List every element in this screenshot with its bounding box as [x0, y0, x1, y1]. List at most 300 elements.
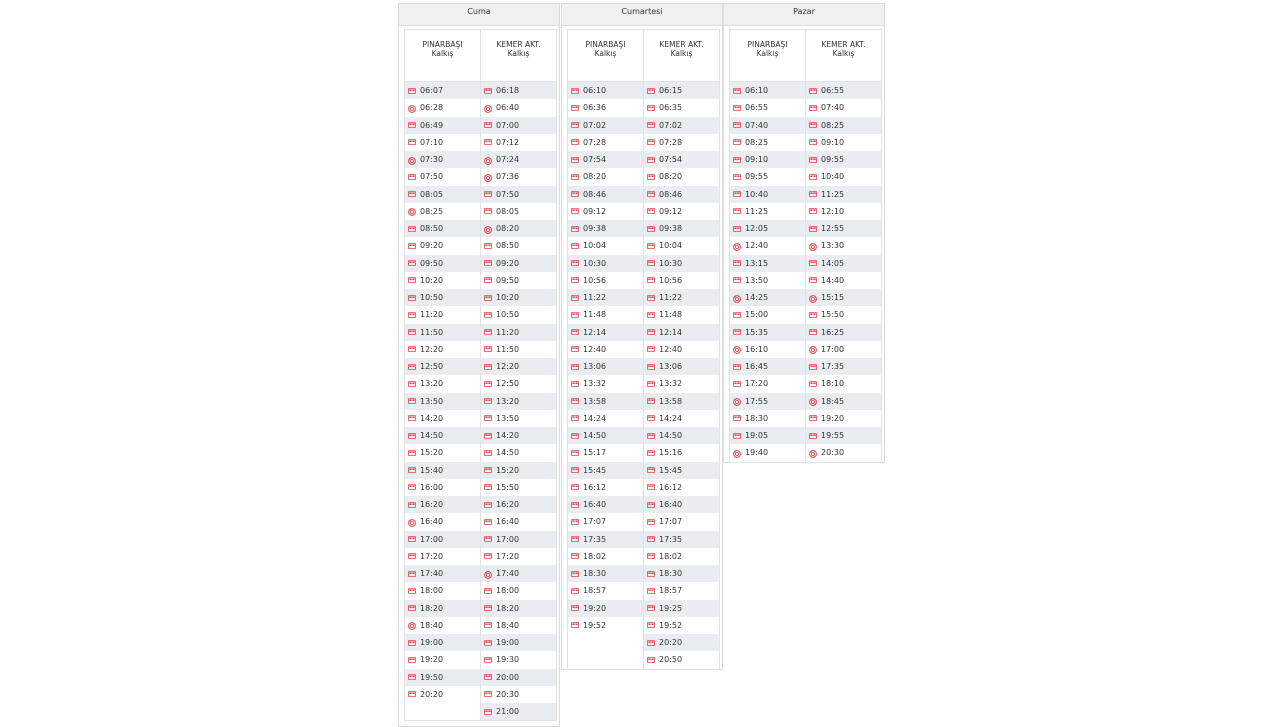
column-kemer: [643, 30, 719, 669]
bus-icon: [647, 553, 655, 559]
time-row: [405, 186, 480, 203]
bus-icon: [571, 484, 579, 490]
time-row: [806, 393, 881, 410]
ring-icon: [733, 243, 741, 249]
bus-icon: [484, 640, 492, 646]
departure-time: 12:10: [821, 206, 845, 216]
bus-icon: [484, 519, 492, 525]
departure-time: 06:10: [745, 86, 769, 96]
time-row: [644, 427, 719, 444]
time-row: [405, 134, 480, 151]
bus-icon: [733, 260, 741, 266]
bus-icon: [484, 191, 492, 197]
bus-icon: [809, 260, 817, 266]
departure-time: 19:25: [659, 603, 683, 613]
departure-time: 10:30: [583, 258, 607, 268]
time-row: [481, 462, 556, 479]
time-row: [806, 255, 881, 272]
departure-time: 15:16: [659, 448, 683, 458]
day-title: Cuma: [399, 4, 559, 26]
time-row: [730, 151, 805, 168]
bus-icon: [484, 484, 492, 490]
time-row: [405, 444, 480, 461]
time-row: [644, 324, 719, 341]
departure-time: 19:20: [420, 655, 444, 665]
departure-time: 15:20: [420, 448, 444, 458]
time-row: [568, 617, 643, 634]
departure-time: 17:40: [496, 569, 520, 579]
time-row: [730, 358, 805, 375]
departure-time: 15:40: [420, 465, 444, 475]
departure-time: 16:12: [583, 482, 607, 492]
time-row: [405, 531, 480, 548]
time-row: [806, 151, 881, 168]
departure-time: 16:00: [420, 482, 444, 492]
bus-icon: [484, 674, 492, 680]
time-row: [405, 168, 480, 185]
departure-time: 13:30: [821, 241, 845, 251]
time-row: [568, 220, 643, 237]
bus-icon: [809, 329, 817, 335]
time-row: [405, 289, 480, 306]
departure-time: 20:20: [420, 689, 444, 699]
departure-time: 10:40: [821, 172, 845, 182]
bus-icon: [809, 208, 817, 214]
departure-time: 18:45: [821, 396, 845, 406]
time-row: [568, 358, 643, 375]
departure-time: 12:40: [659, 344, 683, 354]
departure-label: Kalkış: [670, 49, 693, 58]
bus-icon: [408, 640, 416, 646]
schedule-table: [404, 29, 557, 721]
time-row: [481, 99, 556, 116]
time-row: [730, 341, 805, 358]
bus-icon: [484, 295, 492, 301]
departure-time: 19:50: [420, 672, 444, 682]
bus-icon: [647, 588, 655, 594]
bus-icon: [571, 88, 579, 94]
bus-icon: [484, 277, 492, 283]
ring-icon: [484, 174, 492, 180]
column-header: [806, 30, 881, 82]
column-pinarbasi: [730, 30, 805, 462]
departure-time: 14:20: [496, 431, 520, 441]
bus-icon: [647, 640, 655, 646]
departure-time: 16:40: [583, 500, 607, 510]
time-row: [644, 168, 719, 185]
time-row: [481, 582, 556, 599]
time-row: [405, 565, 480, 582]
departure-time: 13:50: [496, 413, 520, 423]
time-row: [806, 237, 881, 254]
time-row: [568, 151, 643, 168]
time-row: [806, 341, 881, 358]
stop-name: PINARBAŞI: [422, 40, 463, 49]
time-row: [568, 117, 643, 134]
bus-icon: [571, 174, 579, 180]
schedule-table: [567, 29, 720, 670]
bus-icon: [408, 122, 416, 128]
time-row: [644, 151, 719, 168]
departure-time: 11:22: [583, 293, 607, 303]
time-row: [644, 375, 719, 392]
time-row: [481, 496, 556, 513]
time-row: [644, 186, 719, 203]
bus-icon: [733, 433, 741, 439]
departure-time: 08:20: [583, 172, 607, 182]
time-list: [644, 82, 719, 669]
time-row: [405, 237, 480, 254]
bus-icon: [733, 312, 741, 318]
departure-time: 15:50: [496, 482, 520, 492]
bus-icon: [809, 277, 817, 283]
bus-icon: [733, 191, 741, 197]
departure-time: 18:40: [420, 620, 444, 630]
stop-name: KEMER AKT.: [496, 40, 541, 49]
bus-icon: [733, 329, 741, 335]
departure-label: Kalkış: [832, 49, 855, 58]
departure-time: 07:40: [745, 120, 769, 130]
departure-time: 10:56: [583, 275, 607, 285]
departure-time: 17:35: [659, 534, 683, 544]
departure-time: 19:40: [745, 448, 769, 458]
departure-time: 15:00: [745, 310, 769, 320]
bus-icon: [484, 346, 492, 352]
bus-icon: [809, 122, 817, 128]
time-row: [405, 341, 480, 358]
bus-icon: [809, 226, 817, 232]
time-row: [568, 341, 643, 358]
time-row: [481, 82, 556, 99]
bus-icon: [484, 502, 492, 508]
departure-time: 07:02: [583, 120, 607, 130]
time-row: [481, 134, 556, 151]
time-row: [730, 82, 805, 99]
departure-time: 07:36: [496, 172, 520, 182]
bus-icon: [647, 329, 655, 335]
departure-time: 09:12: [659, 206, 683, 216]
time-row: [405, 306, 480, 323]
time-list: [568, 82, 643, 634]
bus-icon: [733, 122, 741, 128]
time-row: [481, 186, 556, 203]
time-row: [644, 341, 719, 358]
bus-icon: [647, 105, 655, 111]
time-row: [481, 651, 556, 668]
time-row: [644, 117, 719, 134]
bus-icon: [647, 208, 655, 214]
departure-time: 10:20: [496, 293, 520, 303]
bus-icon: [484, 588, 492, 594]
time-row: [481, 565, 556, 582]
bus-icon: [733, 381, 741, 387]
departure-time: 10:04: [583, 241, 607, 251]
bus-icon: [647, 226, 655, 232]
departure-time: 12:20: [420, 344, 444, 354]
bus-icon: [408, 329, 416, 335]
bus-icon: [571, 588, 579, 594]
column-kemer: [805, 30, 881, 462]
time-row: [644, 513, 719, 530]
departure-time: 13:06: [659, 362, 683, 372]
departure-time: 18:57: [659, 586, 683, 596]
departure-time: 17:00: [496, 534, 520, 544]
time-row: [644, 617, 719, 634]
bus-icon: [484, 398, 492, 404]
departure-time: 08:25: [420, 206, 444, 216]
departure-time: 17:00: [420, 534, 444, 544]
bus-icon: [484, 450, 492, 456]
bus-icon: [408, 450, 416, 456]
bus-icon: [408, 553, 416, 559]
bus-icon: [571, 139, 579, 145]
time-list: [730, 82, 805, 462]
bus-icon: [647, 484, 655, 490]
time-row: [481, 703, 556, 720]
time-row: [568, 82, 643, 99]
time-row: [405, 99, 480, 116]
time-row: [806, 99, 881, 116]
bus-icon: [484, 139, 492, 145]
bus-icon: [408, 605, 416, 611]
departure-time: 18:40: [496, 620, 520, 630]
departure-time: 17:07: [583, 517, 607, 527]
departure-time: 20:30: [821, 448, 845, 458]
departure-time: 13:50: [420, 396, 444, 406]
departure-time: 16:12: [659, 482, 683, 492]
bus-icon: [809, 88, 817, 94]
time-row: [481, 393, 556, 410]
departure-time: 17:55: [745, 396, 769, 406]
departure-time: 17:00: [821, 344, 845, 354]
departure-time: 17:20: [420, 551, 444, 561]
bus-icon: [733, 208, 741, 214]
bus-icon: [809, 381, 817, 387]
time-row: [730, 444, 805, 461]
departure-time: 19:20: [821, 413, 845, 423]
bus-icon: [408, 226, 416, 232]
bus-icon: [809, 105, 817, 111]
departure-time: 18:30: [583, 569, 607, 579]
time-row: [568, 600, 643, 617]
bus-icon: [571, 536, 579, 542]
time-row: [730, 237, 805, 254]
bus-icon: [647, 157, 655, 163]
bus-icon: [733, 157, 741, 163]
time-row: [644, 548, 719, 565]
departure-time: 13:06: [583, 362, 607, 372]
bus-icon: [571, 312, 579, 318]
departure-time: 18:02: [659, 551, 683, 561]
bus-icon: [484, 467, 492, 473]
time-row: [644, 255, 719, 272]
time-row: [568, 531, 643, 548]
bus-icon: [647, 122, 655, 128]
departure-time: 19:30: [496, 655, 520, 665]
bus-icon: [408, 364, 416, 370]
departure-time: 07:54: [583, 155, 607, 165]
time-row: [481, 341, 556, 358]
time-row: [644, 358, 719, 375]
departure-time: 11:25: [821, 189, 845, 199]
departure-time: 20:50: [659, 655, 683, 665]
time-row: [806, 324, 881, 341]
time-row: [481, 168, 556, 185]
bus-icon: [647, 398, 655, 404]
time-row: [806, 375, 881, 392]
time-row: [481, 289, 556, 306]
departure-time: 16:20: [496, 500, 520, 510]
departure-time: 09:10: [745, 155, 769, 165]
departure-time: 11:48: [583, 310, 607, 320]
departure-time: 14:50: [659, 431, 683, 441]
time-row: [481, 444, 556, 461]
departure-time: 18:00: [420, 586, 444, 596]
departure-time: 10:40: [745, 189, 769, 199]
time-list: [806, 82, 881, 462]
departure-time: 11:20: [420, 310, 444, 320]
time-row: [806, 410, 881, 427]
time-row: [644, 600, 719, 617]
time-row: [730, 220, 805, 237]
time-row: [568, 134, 643, 151]
departure-time: 08:20: [659, 172, 683, 182]
departure-time: 09:55: [745, 172, 769, 182]
bus-icon: [809, 191, 817, 197]
departure-time: 13:50: [745, 275, 769, 285]
time-row: [481, 548, 556, 565]
departure-time: 17:35: [821, 362, 845, 372]
departure-time: 15:17: [583, 448, 607, 458]
departure-time: 13:20: [420, 379, 444, 389]
departure-time: 16:40: [496, 517, 520, 527]
departure-time: 10:20: [420, 275, 444, 285]
bus-icon: [408, 691, 416, 697]
bus-icon: [571, 467, 579, 473]
bus-icon: [484, 415, 492, 421]
departure-time: 09:10: [821, 137, 845, 147]
departure-time: 06:55: [821, 86, 845, 96]
bus-icon: [647, 295, 655, 301]
departure-time: 08:05: [420, 189, 444, 199]
bus-icon: [571, 260, 579, 266]
bus-icon: [647, 571, 655, 577]
departure-time: 06:28: [420, 103, 444, 113]
bus-icon: [809, 157, 817, 163]
ring-icon: [484, 157, 492, 163]
time-row: [730, 168, 805, 185]
time-row: [481, 427, 556, 444]
time-row: [730, 393, 805, 410]
departure-time: 09:50: [420, 258, 444, 268]
time-row: [568, 462, 643, 479]
bus-icon: [408, 502, 416, 508]
stop-name: KEMER AKT.: [821, 40, 866, 49]
time-row: [568, 168, 643, 185]
time-row: [481, 634, 556, 651]
bus-icon: [484, 622, 492, 628]
time-row: [405, 272, 480, 289]
bus-icon: [647, 191, 655, 197]
time-row: [405, 513, 480, 530]
departure-time: 13:32: [583, 379, 607, 389]
time-row: [568, 186, 643, 203]
departure-time: 07:50: [496, 189, 520, 199]
departure-time: 09:50: [496, 275, 520, 285]
bus-icon: [647, 364, 655, 370]
departure-time: 09:55: [821, 155, 845, 165]
departure-time: 19:05: [745, 431, 769, 441]
time-row: [568, 324, 643, 341]
departure-time: 12:05: [745, 224, 769, 234]
departure-time: 18:00: [496, 586, 520, 596]
departure-time: 10:50: [496, 310, 520, 320]
ring-icon: [809, 450, 817, 456]
time-row: [481, 203, 556, 220]
column-header: [405, 30, 480, 82]
time-row: [806, 186, 881, 203]
departure-time: 14:40: [821, 275, 845, 285]
bus-icon: [809, 415, 817, 421]
bus-icon: [408, 174, 416, 180]
departure-time: 12:40: [745, 241, 769, 251]
departure-time: 12:40: [583, 344, 607, 354]
bus-icon: [809, 364, 817, 370]
day-panel-cumartesi: [561, 3, 723, 670]
bus-icon: [571, 191, 579, 197]
time-row: [644, 531, 719, 548]
departure-time: 07:28: [659, 137, 683, 147]
time-row: [644, 462, 719, 479]
bus-icon: [809, 433, 817, 439]
bus-icon: [647, 536, 655, 542]
bus-icon: [484, 433, 492, 439]
stop-name: PINARBAŞI: [747, 40, 788, 49]
ring-icon: [733, 450, 741, 456]
bus-icon: [733, 88, 741, 94]
time-row: [806, 82, 881, 99]
bus-icon: [647, 415, 655, 421]
bus-icon: [647, 467, 655, 473]
departure-time: 11:50: [496, 344, 520, 354]
bus-icon: [408, 433, 416, 439]
ring-icon: [408, 208, 416, 214]
time-row: [405, 496, 480, 513]
bus-icon: [484, 243, 492, 249]
bus-icon: [408, 277, 416, 283]
departure-time: 19:52: [583, 620, 607, 630]
departure-time: 07:30: [420, 155, 444, 165]
bus-icon: [408, 88, 416, 94]
departure-time: 08:05: [496, 206, 520, 216]
ring-icon: [809, 243, 817, 249]
departure-time: 12:20: [496, 362, 520, 372]
ring-icon: [484, 105, 492, 111]
bus-icon: [484, 657, 492, 663]
bus-icon: [733, 139, 741, 145]
time-row: [644, 393, 719, 410]
bus-icon: [733, 277, 741, 283]
departure-time: 16:10: [745, 344, 769, 354]
bus-icon: [408, 467, 416, 473]
bus-icon: [809, 139, 817, 145]
time-row: [481, 531, 556, 548]
bus-icon: [408, 191, 416, 197]
departure-time: 18:02: [583, 551, 607, 561]
departure-time: 06:15: [659, 86, 683, 96]
departure-time: 18:57: [583, 586, 607, 596]
departure-time: 12:14: [659, 327, 683, 337]
